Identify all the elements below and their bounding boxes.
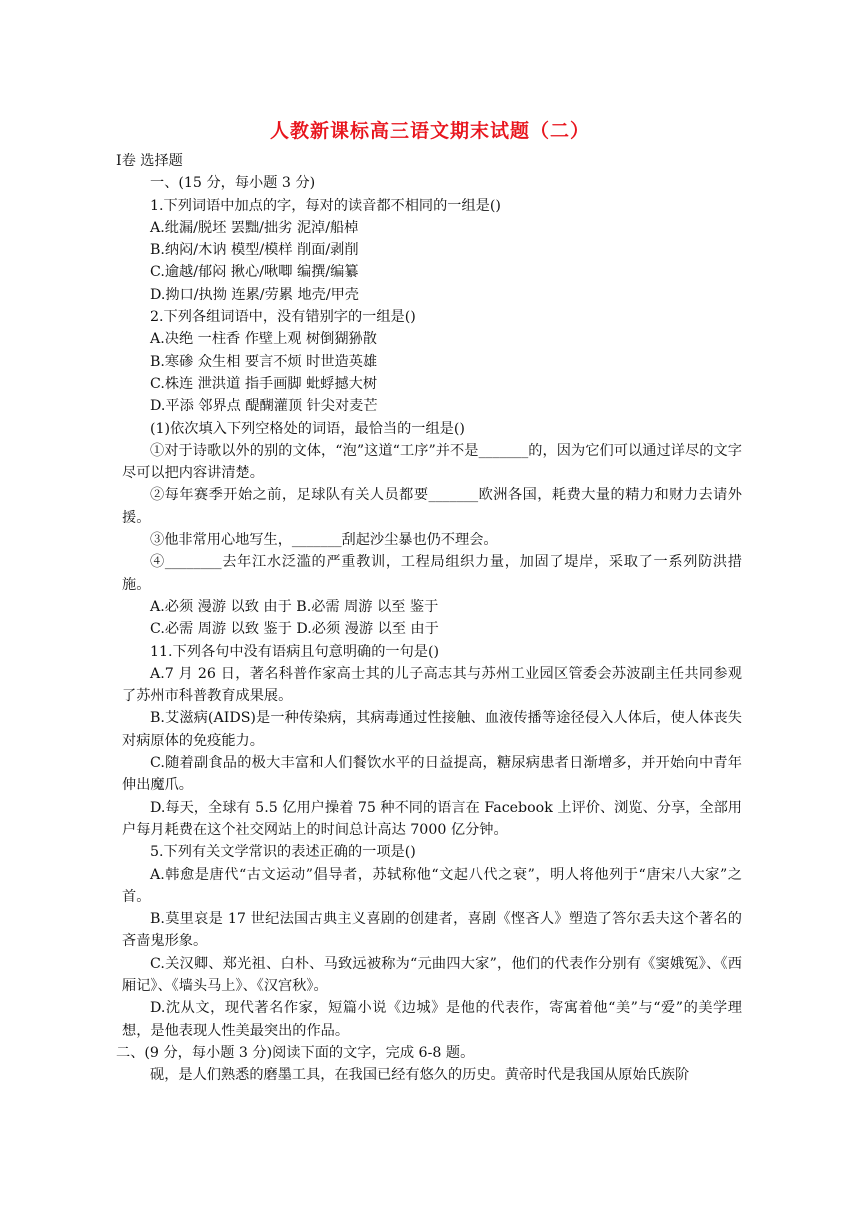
question-stem: (1)依次填入下列空格处的词语，最恰当的一组是(): [150, 420, 465, 437]
fill-blank-sentence: ②每年赛季开始之前，足球队有关人员都要_______欧洲各国，耗费大量的精力和财力去请外援。: [122, 487, 742, 526]
fill-blank-sentence: ③他非常用心地写生，_______刮起沙尘暴也仍不理会。: [150, 532, 498, 549]
answer-option: C.随着副食品的极大丰富和人们餐饮水平的日益提高，糖尿病患者日渐增多，并开始向中青年伸出魔爪。: [122, 755, 742, 794]
answer-option: B.艾滋病(AIDS)是一种传染病，其病毒通过性接触、血液传播等途径侵入人体后，使人体丧失对病原体的免疫能力。: [122, 710, 742, 749]
answer-option: B.寒碜 众生相 要言不烦 时世造英雄: [150, 353, 378, 370]
answer-option: B.莫里哀是 17 世纪法国古典主义喜剧的创建者，喜剧《悭吝人》塑造了答尔丢夫这个著名的吝啬鬼形象。: [122, 911, 742, 950]
section-heading: 二、(9 分，每小题 3 分)阅读下面的文字，完成 6-8 题。: [116, 1044, 475, 1061]
question-stem: 2.下列各组词语中，没有错别字的一组是(): [150, 309, 416, 326]
page-title: 人教新课标高三语文期末试题（二）: [269, 120, 590, 142]
question-stem: 1.下列词语中加点的字，每对的读音都不相同的一组是(): [150, 197, 501, 214]
question-stem: 11.下列各句中没有语病且句意明确的一句是(): [150, 643, 440, 660]
answer-option: A.韩愈是唐代“古文运动”倡导者，苏轼称他“文起八代之衰”，明人将他列于“唐宋八大家”之首。: [122, 866, 742, 905]
section-heading: 一、(15 分，每小题 3 分): [150, 175, 316, 192]
answer-option: A.纰漏/脱坯 罢黜/拙劣 泥淖/船棹: [150, 219, 359, 236]
answer-option: C.关汉卿、郑光祖、白朴、马致远被称为“元曲四大家”，他们的代表作分别有《窦娥冤》、《西厢记》、《墙头马上》、《汉宫秋》。: [122, 955, 742, 994]
reading-passage: 砚，是人们熟悉的磨墨工具，在我国已经有悠久的历史。黄帝时代是我国从原始氏族阶: [150, 1067, 690, 1084]
fill-blank-sentence: ①对于诗歌以外的别的文体，“泡”这道“工序”并不是_______的，因为它们可以通过详尽的文字尽可以把内容讲清楚。: [122, 442, 742, 482]
answer-option: D.平添 邻界点 醍醐灌顶 针尖对麦芒: [150, 398, 378, 415]
fill-blank-sentence: ④________去年江水泛滥的严重教训，工程局组织力量，加固了堤岸，采取了一系列防洪措施。: [122, 554, 742, 593]
answer-option: A.决绝 一柱香 作壁上观 树倒猢狲散: [150, 331, 377, 348]
answer-option: D.每天，全球有 5.5 亿用户操着 75 种不同的语言在 Facebook 上评价、浏览、分享，全部用户每月耗费在这个社交网站上的时间总计高达 7000 亿分钟。: [122, 799, 742, 838]
answer-option: A.7 月 26 日，著名科普作家高士其的儿子高志其与苏州工业园区管委会苏波副主任共同参观了苏州市科普教育成果展。: [122, 665, 742, 705]
question-stem: 5.下列有关文学常识的表述正确的一项是(): [150, 844, 416, 861]
section-heading: Ⅰ卷 选择题: [116, 153, 183, 169]
answer-option: D.拗口/执拗 连累/劳累 地壳/甲壳: [150, 286, 359, 303]
answer-option: C.株连 泄洪道 指手画脚 蚍蜉撼大树: [150, 375, 378, 392]
document-body: [116, 150, 742, 1086]
answer-option: A.必须 漫游 以致 由于 B.必需 周游 以至 鉴于: [150, 598, 439, 615]
answer-option: C.逾越/郁闷 揪心/啾唧 编撰/编纂: [150, 264, 359, 281]
answer-option: C.必需 周游 以致 鉴于 D.必须 漫游 以至 由于: [150, 621, 439, 638]
answer-option: B.纳闷/木讷 模型/模样 削面/剥削: [150, 242, 359, 259]
answer-option: D.沈从文，现代著名作家，短篇小说《边城》是他的代表作，寄寓着他“美”与“爱”的美学理想，是他表现人性美最突出的作品。: [122, 1000, 742, 1039]
